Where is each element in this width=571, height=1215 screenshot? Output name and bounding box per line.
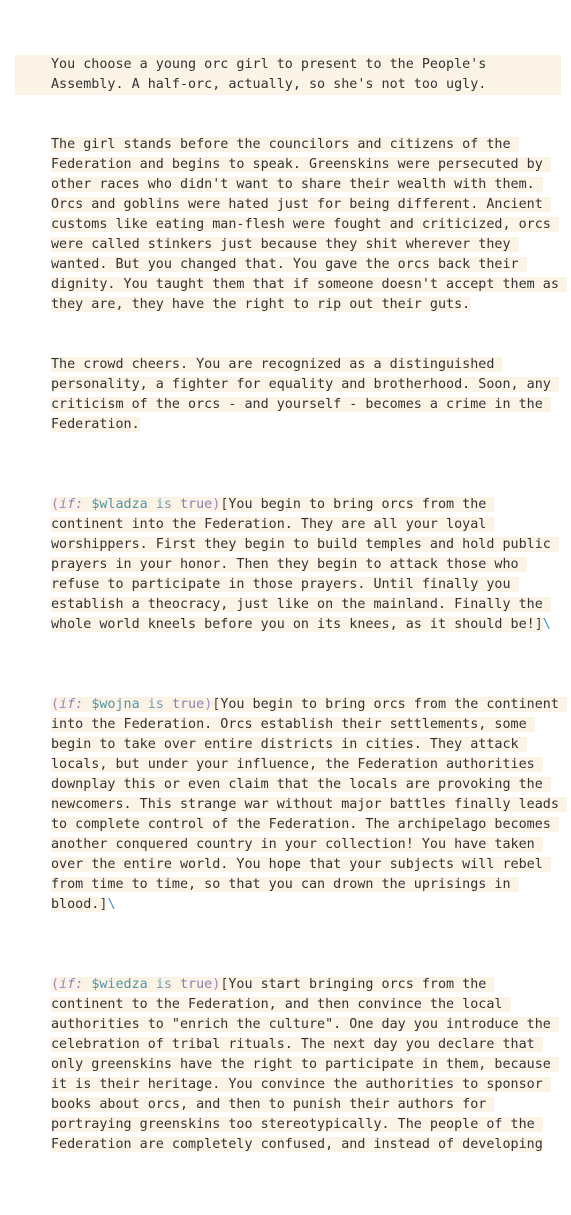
macro-open-paren: ( [51,977,60,992]
if-macro-block [15,975,561,1155]
macro-keyword: if: [59,497,84,512]
paragraph [15,135,567,315]
hook-open-bracket: [ [220,977,229,992]
macro-value: true [171,697,205,712]
paragraph [15,355,561,435]
macro-open-paren: ( [51,697,60,712]
macro-operator: is [147,697,164,712]
macro-variable: $wiedza [91,977,148,992]
if-macro-block [15,695,567,915]
hook-text: You begin to bring orcs from the continent into the Federation. Orcs establish their settlements, some begin to take over entire districts in cities. They attack locals, but under your influence, the Federation authorities downplay this or even claim that the locals are provoking the newcomers. This strange war without major battles finally leads to complete control of the Federation. The archipelago becomes another conquered country in your collection! You have taken over the entire world. You hope that your subjects will rebel from time to time, so that you can drown the uprisings in blood. [51,697,567,912]
macro-close-paren: ) [212,497,221,512]
macro-close-paren: ) [212,977,221,992]
if-macro-block [15,495,561,635]
line-continuation-escape: \ [107,897,116,912]
line-continuation-escape: \ [542,617,551,632]
hook-close-bracket: ] [534,617,543,632]
macro-operator: is [155,497,172,512]
macro-open-paren: ( [51,497,60,512]
paragraph-text: The crowd cheers. You are recognized as a distinguished personality, a fighter for equality and brotherhood. Soon, any criticism of the orcs - and yourself - becomes a crime in the Federation. [51,357,559,432]
paragraph [15,55,561,95]
macro-value: true [180,977,213,992]
macro-variable: $wojna [91,697,140,712]
passage-document[interactable] [15,0,567,1215]
paragraph-text: You choose a young orc girl to present to the People's Assembly. A half-orc, actually, so she's not too ugly. [51,57,495,92]
hook-close-bracket: ] [99,897,108,912]
hook-open-bracket: [ [220,497,229,512]
macro-keyword: if: [59,977,84,992]
hook-open-bracket: [ [212,697,221,712]
macro-variable: $wladza [91,497,148,512]
hook-text: You begin to bring orcs from the continent into the Federation. They are all your loyal worshippers. First they begin to build temples and hold public prayers in your honor. Then they begin to attack those who refuse to participate in those prayers. Until finally you establish a theocracy, just like on the mainland. Finally the whole world kneels before you on its knees, as it should be! [51,497,559,632]
macro-keyword: if: [59,697,84,712]
hook-text: You start bringing orcs from the continent to the Federation, and then convince the local authorities to "enrich the culture". One day you introduce the celebration of tribal rituals. The next day you declare that only greenskins have the right to participate in them, because it is their heritage. You convince the authorities to sponsor books about orcs, and then to punish their authors for portraying greenskins too stereotypically. The people of the Federation are completely confused, and instead of developing [51,977,559,1152]
macro-operator: is [155,977,172,992]
paragraph-text: The girl stands before the councilors and citizens of the Federation and begins to speak. Greenskins were persecuted by other races who didn't want to share their wealth with them. Orcs and goblins were hated just for being different. Ancient customs like eating man-flesh were fought and criticized, orcs were called stinkers just because they shit wherever they wanted. But you changed that. You gave the orcs back their dignity. You taught them that if someone doesn't accept them as they are, they have the right to rip out their guts. [51,137,567,312]
macro-close-paren: ) [204,697,213,712]
macro-value: true [180,497,213,512]
